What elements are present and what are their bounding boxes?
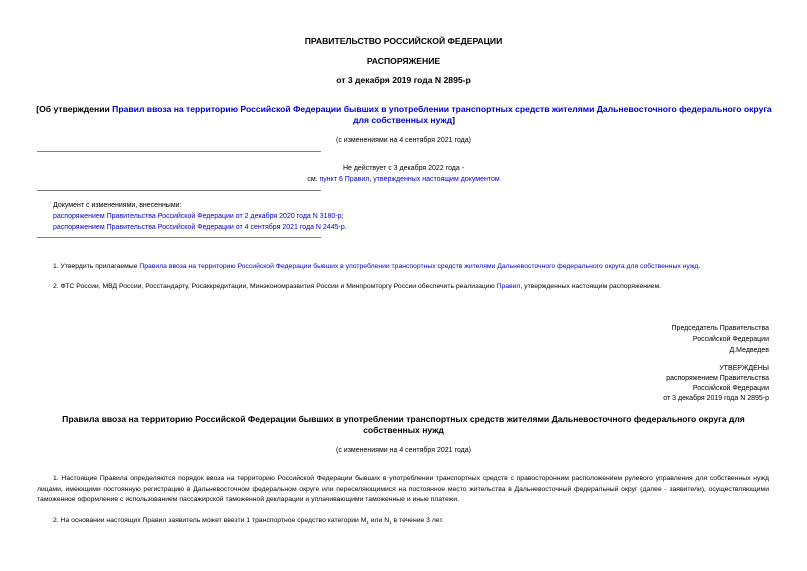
approved-line-3: Российской Федерации bbox=[692, 385, 769, 392]
status-line-1: Не действует с 3 декабря 2022 года - bbox=[342, 165, 465, 172]
p1-link[interactable]: Правила ввоза на территорию Российской Федерации бывших в употреблении транспортных средств жителями Дальневосточного федерального округа для собственных нужд bbox=[139, 263, 699, 270]
revision-note: (с изменениями на 4 сентября 2021 года) bbox=[336, 137, 471, 144]
category-n1 bbox=[384, 517, 391, 524]
changes-item-2[interactable]: распоряжением Правительства Российской Федерации от 4 сентября 2021 года N 2445-р. bbox=[53, 224, 347, 231]
header-government: ПРАВИТЕЛЬСТВО РОССИЙСКОЙ ФЕДЕРАЦИИ bbox=[304, 36, 503, 46]
approved-line-1: УТВЕРЖДЕНЫ bbox=[719, 365, 769, 372]
signature-line-1: Председатель Правительства bbox=[671, 325, 769, 332]
category-m1 bbox=[361, 517, 369, 524]
category-n1-sub: 1 bbox=[389, 520, 392, 525]
status-prefix: см. bbox=[307, 176, 320, 183]
category-m1-sub: 1 bbox=[366, 520, 369, 525]
item2-prefix: 2. На основании настоящих Правил заявитель может ввезти 1 транспортное средство категории bbox=[53, 517, 361, 524]
changes-label: Документ с изменениями, внесенными: bbox=[53, 202, 182, 209]
status-link[interactable]: пункт 6 Правил, утвержденных настоящим документом bbox=[319, 176, 500, 183]
signature-name: Д.Медведев bbox=[729, 347, 769, 354]
header-doc-type: РАСПОРЯЖЕНИЕ bbox=[366, 56, 441, 66]
rules-item-2 bbox=[53, 516, 769, 529]
title-open: [Об утверждении bbox=[36, 104, 113, 114]
rules-title: Правила ввоза на территорию Российской Федерации бывших в употреблении транспортных средств жителями Дальневосточного федерального округа для собственных нужд bbox=[62, 414, 745, 435]
changes-item-1[interactable]: распоряжением Правительства Российской Федерации от 2 декабря 2020 года N 3180-р; bbox=[53, 213, 344, 220]
p1-prefix: 1. Утвердить прилагаемые bbox=[53, 263, 140, 270]
divider bbox=[37, 190, 321, 191]
p1-suffix: . bbox=[698, 263, 701, 270]
p2-prefix: 2. ФТС России, МВД России, Росстандарту, Росаккредитации, Минэкономразвития России и Минпромторгу России обеспечить реализацию bbox=[53, 283, 497, 290]
p2-link[interactable]: Правил bbox=[496, 283, 521, 290]
rules-revision-note: (с изменениями на 4 сентября 2021 года) bbox=[336, 447, 471, 454]
p2-suffix: , утвержденных настоящим распоряжением. bbox=[520, 283, 662, 290]
signature-line-2: Российской Федерации bbox=[692, 336, 769, 343]
divider bbox=[37, 151, 321, 152]
header-date-number: от 3 декабря 2019 года N 2895-р bbox=[336, 75, 471, 85]
rules-item-1: 1. Настоящие Правила определяются порядок ввоза на территорию Российской Федерации бывших в употреблении транспортных средств с правосторонним расположением рулевого управления для собственных нужд лицами, имеющими постоянную регистрацию в Дальневосточном федеральном округе или переселяющимися на постоянное место жительства в Дальневосточный федеральный округ (далее - заявители), осуществляющими таможенное оформление с использованием пассажирской таможенной декларации и уплачивающими таможенные и иные платежи. bbox=[37, 475, 769, 503]
approved-line-2: распоряжением Правительства bbox=[666, 375, 769, 382]
category-m1-letter: M bbox=[360, 517, 367, 524]
status-line-2 bbox=[0, 175, 807, 184]
item2-suffix: в течение 3 лет. bbox=[391, 517, 444, 524]
title-link[interactable]: Правил ввоза на территорию Российской Федерации бывших в употреблении транспортных средств жителями Дальневосточного федерального округа для собственных нужд bbox=[112, 104, 772, 125]
title-close: ] bbox=[452, 115, 455, 125]
divider bbox=[37, 237, 321, 238]
category-n1-letter: N bbox=[384, 517, 390, 524]
signature-block bbox=[469, 324, 769, 355]
approved-block bbox=[469, 364, 769, 403]
approved-line-4: от 3 декабря 2019 года N 2895-р bbox=[663, 395, 769, 402]
item2-or: или bbox=[368, 517, 385, 524]
paragraph-1 bbox=[53, 262, 773, 273]
document-title bbox=[28, 104, 780, 126]
paragraph-2 bbox=[53, 282, 773, 293]
